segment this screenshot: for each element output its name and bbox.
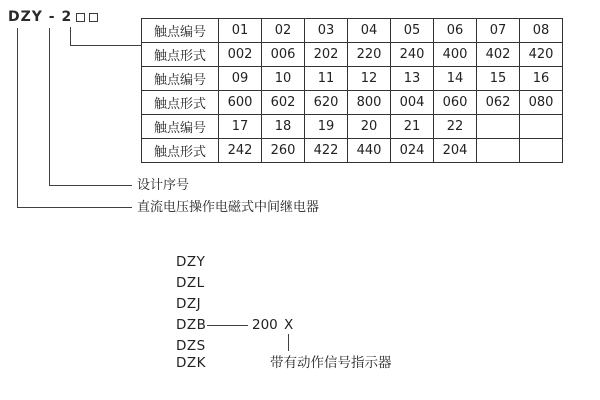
- value-cell: 17: [219, 115, 262, 139]
- series-code-suffix: X: [284, 317, 294, 333]
- table-row: [142, 43, 563, 67]
- connector-line-design-horizontal: [49, 185, 132, 186]
- value-cell: 06: [434, 19, 477, 43]
- series-item-dzj: DZJ: [176, 296, 202, 312]
- row-header-cell: 触点形式: [142, 139, 219, 163]
- value-cell: 22: [434, 115, 477, 139]
- value-cell: 240: [391, 43, 434, 67]
- table-row: [142, 115, 563, 139]
- indicator-label: 带有动作信号指示器: [270, 355, 392, 371]
- value-cell: 062: [477, 91, 520, 115]
- value-cell: 18: [262, 115, 305, 139]
- value-cell: 402: [477, 43, 520, 67]
- value-cell: 600: [219, 91, 262, 115]
- value-cell: 21: [391, 115, 434, 139]
- value-cell: 002: [219, 43, 262, 67]
- row-header-cell: 触点形式: [142, 91, 219, 115]
- contact-table: [141, 18, 563, 163]
- value-cell: 400: [434, 43, 477, 67]
- value-cell: 14: [434, 67, 477, 91]
- series-code-number: 200: [252, 317, 278, 333]
- value-cell: 13: [391, 67, 434, 91]
- value-cell: 04: [348, 19, 391, 43]
- value-cell: 19: [305, 115, 348, 139]
- value-cell: 620: [305, 91, 348, 115]
- value-cell: 05: [391, 19, 434, 43]
- connector-line-indicator-vertical: [288, 334, 289, 351]
- series-item-dzb: DZB: [176, 317, 207, 333]
- value-cell: 420: [520, 43, 563, 67]
- value-cell: 080: [520, 91, 563, 115]
- row-header-cell: 触点形式: [142, 43, 219, 67]
- value-cell: 07: [477, 19, 520, 43]
- value-cell: 02: [262, 19, 305, 43]
- value-cell: 024: [391, 139, 434, 163]
- value-cell: 204: [434, 139, 477, 163]
- value-cell: [520, 115, 563, 139]
- row-header-cell: 触点编号: [142, 115, 219, 139]
- value-cell: 16: [520, 67, 563, 91]
- value-cell: 09: [219, 67, 262, 91]
- value-cell: 242: [219, 139, 262, 163]
- connector-line-dzb-dash: [207, 325, 248, 326]
- placeholder-box-1: [76, 13, 85, 22]
- value-cell: 220: [348, 43, 391, 67]
- model-prefix: DZY - 2: [8, 9, 73, 25]
- value-cell: 11: [305, 67, 348, 91]
- model-code: [8, 9, 98, 25]
- value-cell: 10: [262, 67, 305, 91]
- value-cell: 440: [348, 139, 391, 163]
- table-row: [142, 91, 563, 115]
- row-header-cell: 触点编号: [142, 19, 219, 43]
- value-cell: 08: [520, 19, 563, 43]
- value-cell: 006: [262, 43, 305, 67]
- relay-type-label: 直流电压操作电磁式中间继电器: [137, 200, 320, 215]
- value-cell: 004: [391, 91, 434, 115]
- connector-line-contact-horizontal: [70, 45, 141, 46]
- placeholder-box-2: [89, 13, 98, 22]
- value-cell: 602: [262, 91, 305, 115]
- connector-line-type-horizontal: [17, 207, 132, 208]
- value-cell: 422: [305, 139, 348, 163]
- value-cell: 260: [262, 139, 305, 163]
- value-cell: 800: [348, 91, 391, 115]
- value-cell: [477, 139, 520, 163]
- row-header-cell: 触点编号: [142, 67, 219, 91]
- connector-line-contact-vertical: [70, 27, 71, 45]
- series-item-dzk: DZK: [176, 355, 206, 371]
- value-cell: 03: [305, 19, 348, 43]
- value-cell: [520, 139, 563, 163]
- value-cell: 20: [348, 115, 391, 139]
- value-cell: 15: [477, 67, 520, 91]
- connector-line-type-vertical: [17, 28, 18, 207]
- value-cell: 202: [305, 43, 348, 67]
- table-row: [142, 19, 563, 43]
- series-item-dzs: DZS: [176, 338, 206, 354]
- design-serial-label: 设计序号: [137, 178, 190, 193]
- table-row: [142, 139, 563, 163]
- connector-line-design-vertical: [49, 28, 50, 185]
- series-item-dzl: DZL: [176, 275, 205, 291]
- table-row: [142, 67, 563, 91]
- value-cell: 060: [434, 91, 477, 115]
- value-cell: 01: [219, 19, 262, 43]
- series-item-dzy: DZY: [176, 254, 206, 270]
- value-cell: 12: [348, 67, 391, 91]
- value-cell: [477, 115, 520, 139]
